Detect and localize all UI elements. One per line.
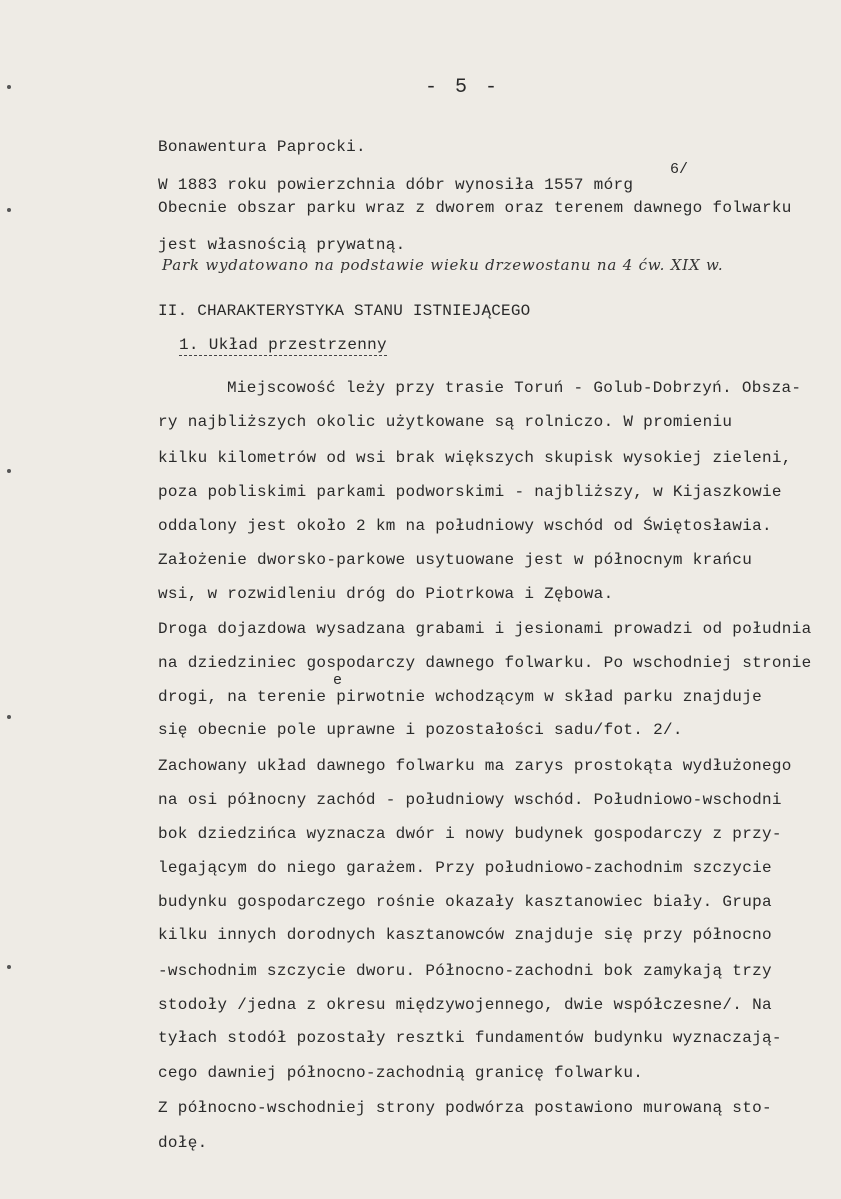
body-line: jest własnością prywatną. [158,236,406,254]
body-line: dołę. [158,1134,208,1152]
handwritten-correction: e [333,672,343,689]
punch-mark [7,208,11,212]
page-number: - 5 - [425,76,501,99]
body-line: kilku kilometrów od wsi brak większych skupisk wysokiej zieleni, [158,449,792,467]
body-line: -wschodnim szczycie dworu. Północno-zachodni bok zamykają trzy [158,962,772,980]
body-line: bok dziedzińca wyznacza dwór i nowy budynek gospodarczy z przy- [158,825,782,843]
body-line: Obecnie obszar parku wraz z dworem oraz terenem dawnego folwarku [158,199,792,217]
body-line: oddalony jest około 2 km na południowy wschód od Świętosławia. [158,517,772,535]
body-line: kilku innych dorodnych kasztanowców znajduje się przy północno [158,926,772,944]
body-line: legającym do niego garażem. Przy południowo-zachodnim szczycie [158,859,772,877]
punch-mark [7,85,11,89]
body-line: ry najbliższych okolic użytkowane są rolniczo. W promieniu [158,413,733,431]
subsection-heading: 1. Układ przestrzenny [179,336,387,354]
body-line: na dziedziniec gospodarczy dawnego folwarku. Po wschodniej stronie [158,654,812,672]
body-line: W 1883 roku powierzchnia dóbr wynosiła 1557 mórg [158,176,634,194]
body-line: Założenie dworsko-parkowe usytuowane jest w północnym krańcu [158,551,753,569]
body-line: Zachowany układ dawnego folwarku ma zarys prostokąta wydłużonego [158,757,792,775]
punch-mark [7,715,11,719]
body-line: na osi północny zachód - południowy wschód. Południowo-wschodni [158,791,782,809]
body-line: Z północno-wschodniej strony podwórza postawiono murowaną sto- [158,1099,772,1117]
punch-mark [7,469,11,473]
body-line: się obecnie pole uprawne i pozostałości sadu/fot. 2/. [158,721,683,739]
body-line: Miejscowość leży przy trasie Toruń - Golub-Dobrzyń. Obsza- [227,379,802,397]
body-line: cego dawniej północno-zachodnią granicę folwarku. [158,1064,644,1082]
handwritten-note: Park wydatowano na podstawie wieku drzewostanu na 4 ćw. XIX w. [162,256,724,274]
punch-mark [7,965,11,969]
body-line: Droga dojazdowa wysadzana grabami i jesionami prowadzi od południa [158,620,812,638]
body-line: wsi, w rozwidleniu dróg do Piotrkowa i Zębowa. [158,585,614,603]
body-line: tyłach stodół pozostały resztki fundamentów budynku wyznaczają- [158,1029,782,1047]
body-line: stodoły /jedna z okresu międzywojennego, dwie współczesne/. Na [158,996,772,1014]
body-line: poza pobliskimi parkami podworskimi - najbliższy, w Kijaszkowie [158,483,782,501]
footnote-reference: 6/ [670,161,689,178]
section-heading: II. CHARAKTERYSTYKA STANU ISTNIEJĄCEGO [158,302,531,320]
body-line: budynku gospodarczego rośnie okazały kasztanowiec biały. Grupa [158,893,772,911]
body-line: Bonawentura Paprocki. [158,138,366,156]
body-line: drogi, na terenie pirwotnie wchodzącym w skład parku znajduje [158,688,762,706]
